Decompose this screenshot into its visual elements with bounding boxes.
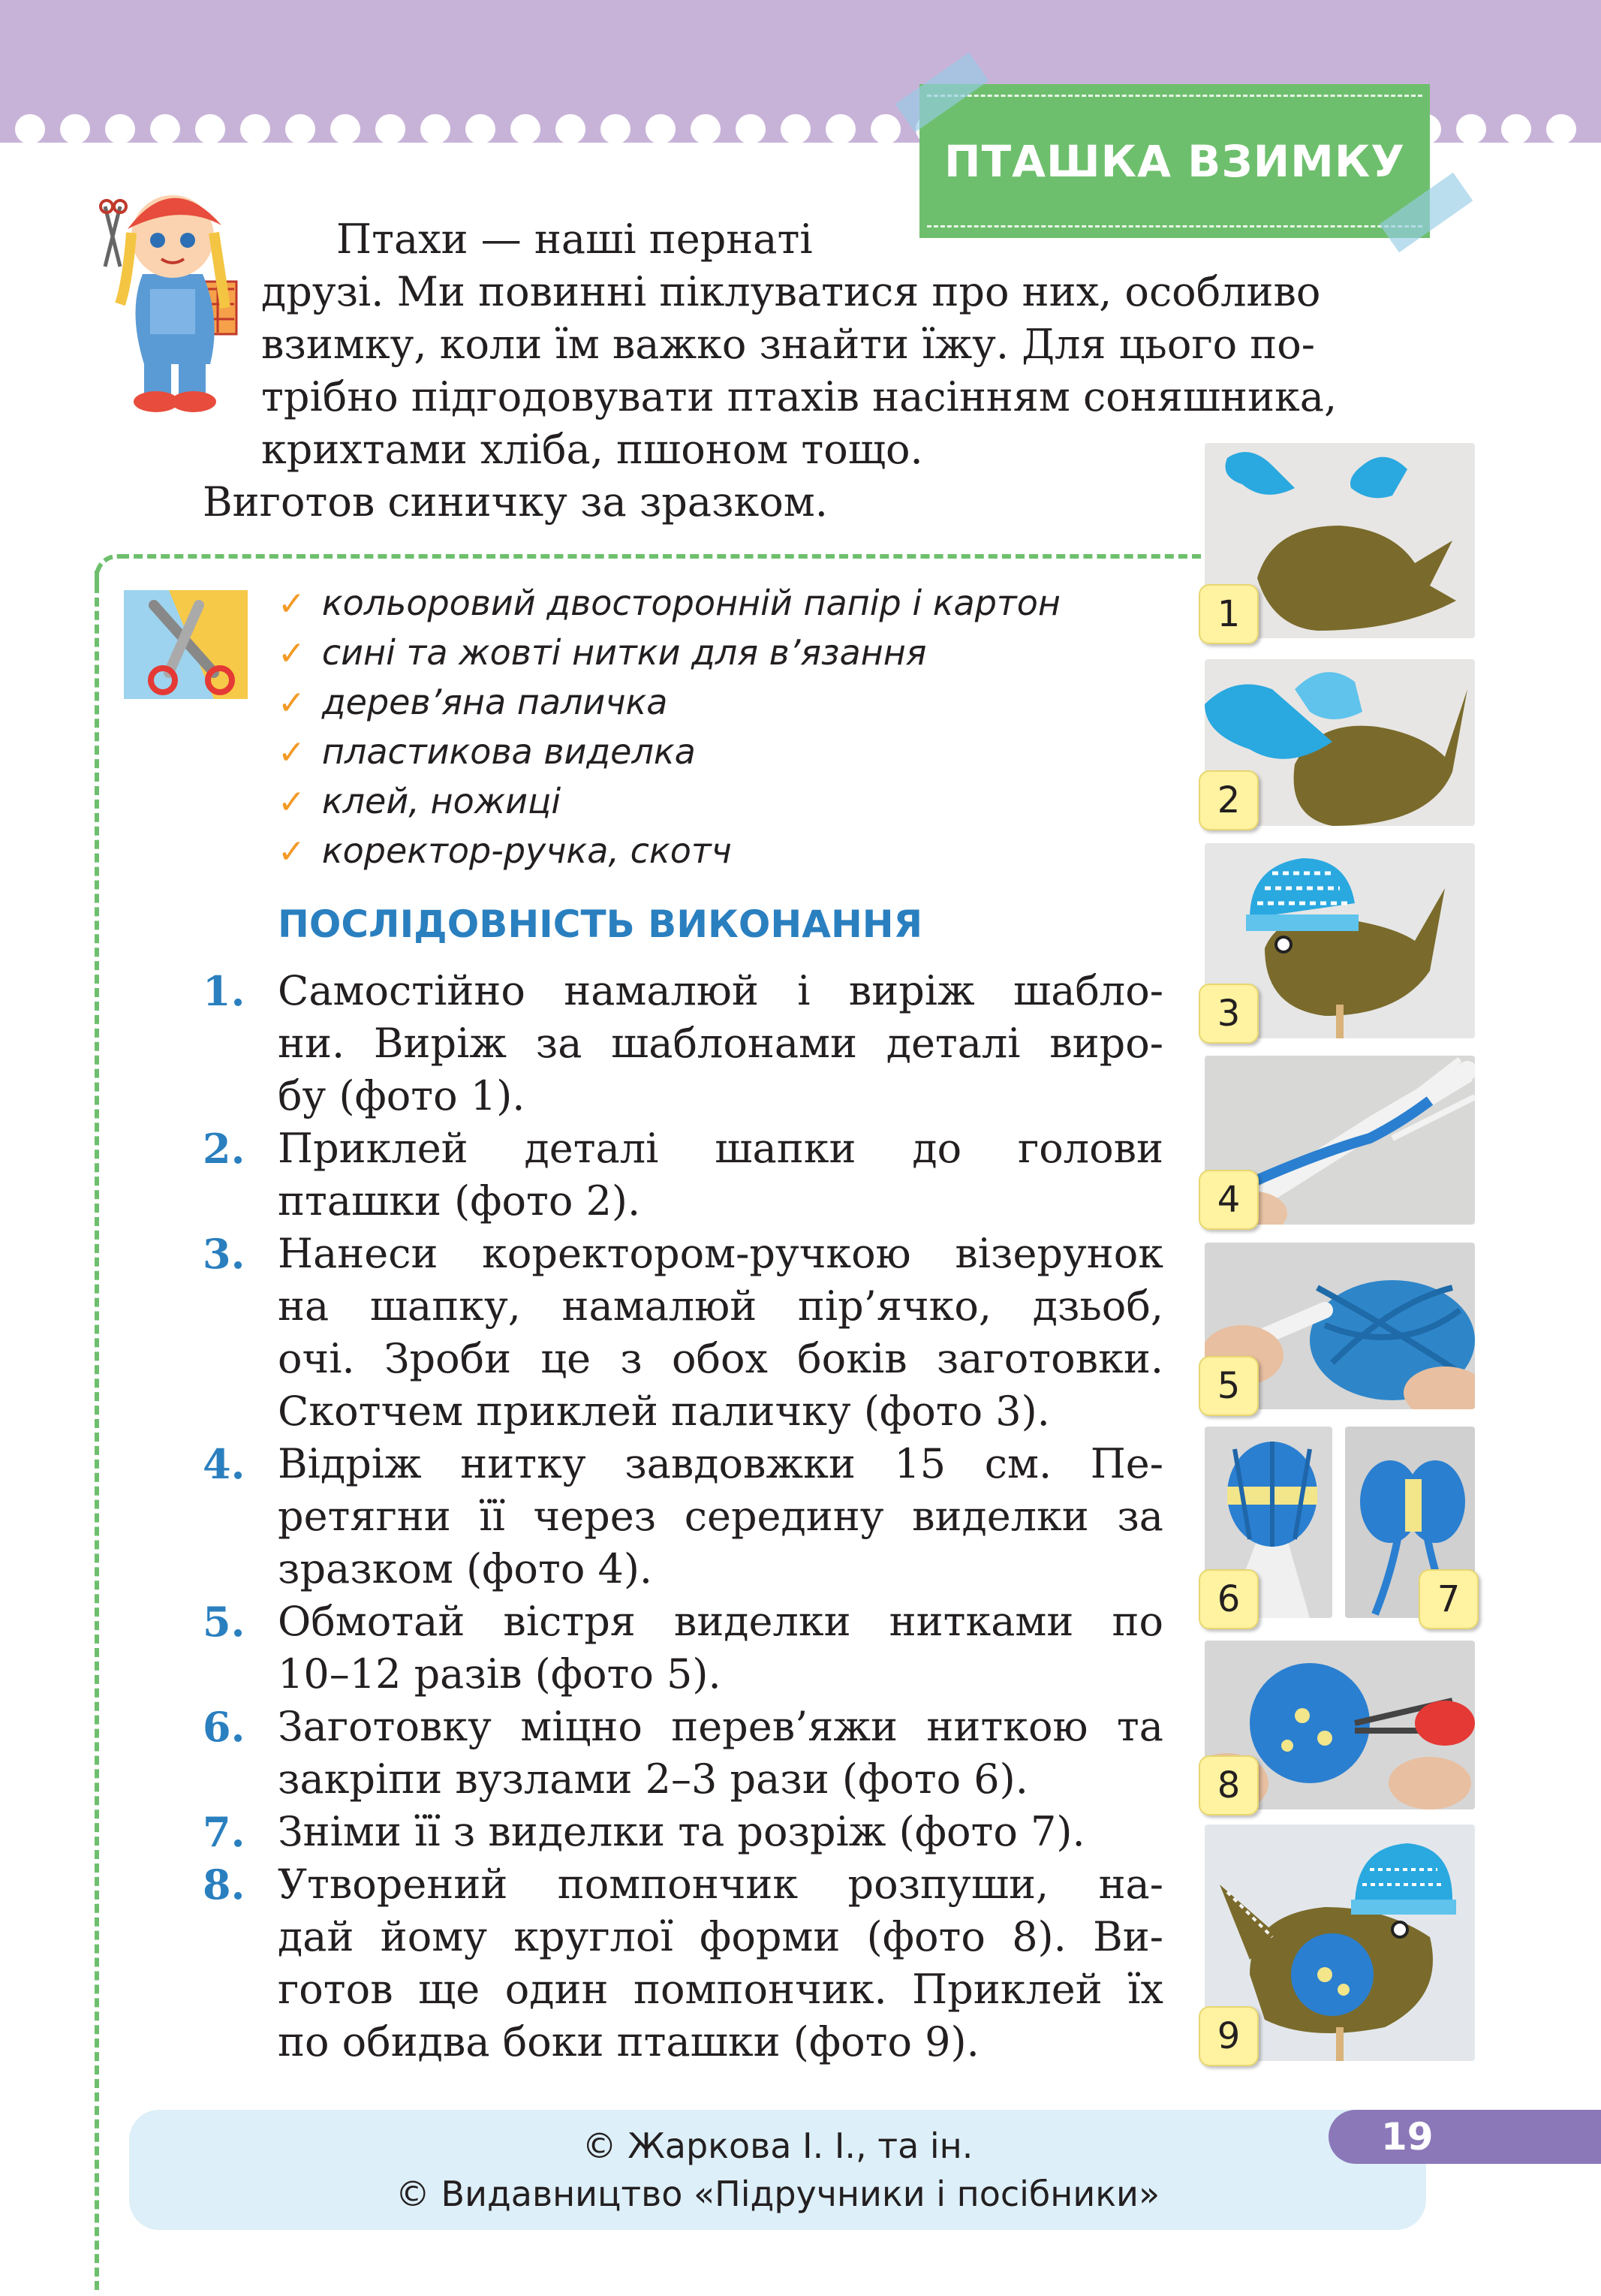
checkmark-icon: ✓: [278, 833, 305, 871]
photo-number-badge: 1: [1199, 584, 1259, 644]
border-dot: [691, 114, 721, 144]
page-number: 19: [1381, 2115, 1434, 2159]
dashed-frame-left: [95, 571, 99, 2290]
checkmark-icon: ✓: [278, 585, 305, 623]
intro-line: друзі. Ми повинні піклуватися про них, особливо: [261, 268, 1321, 315]
step-line: пташки (фото 2).: [278, 1177, 641, 1225]
step-line: Утворений помпончик розпуши, на-: [278, 1861, 1163, 1908]
border-dot: [826, 114, 856, 144]
step-line: Приклей деталі шапки до голови: [278, 1125, 1163, 1172]
step-line: Нанеси коректором-ручкою візерунок: [278, 1230, 1163, 1277]
intro-line: крихтами хліба, пшоном тощо.: [261, 426, 923, 473]
step-line: закріпи вузлами 2–3 рази (фото 6).: [278, 1755, 1028, 1803]
border-dot: [105, 114, 135, 144]
border-dot: [195, 114, 225, 144]
photo-number-badge: 8: [1199, 1755, 1259, 1815]
intro-line: трібно підгодовувати птахів насінням соняшника,: [261, 373, 1338, 420]
border-dot: [420, 114, 450, 144]
step-line: Скотчем приклей паличку (фото 3).: [278, 1388, 1050, 1435]
copyright-authors: © Жаркова І. І., та ін.: [582, 2126, 974, 2166]
border-dot: [15, 114, 45, 144]
photo-number-badge: 2: [1199, 770, 1259, 830]
dashed-frame-top: [120, 554, 1201, 559]
border-dot: [1546, 114, 1576, 144]
checkmark-icon: ✓: [278, 684, 305, 722]
step-number: 4.: [203, 1440, 245, 1488]
step-line: бу (фото 1).: [278, 1072, 525, 1119]
material-item: ✓ дерев’яна паличка: [278, 682, 668, 722]
photo-number-badge: 3: [1199, 984, 1259, 1044]
checkmark-icon: ✓: [278, 734, 305, 772]
step-line: Відріж нитку завдовжки 15 см. Пе-: [278, 1440, 1163, 1487]
border-dot: [150, 114, 180, 144]
border-dot: [285, 114, 315, 144]
step-number: 2.: [203, 1125, 245, 1173]
material-item: ✓ клей, ножиці: [278, 781, 561, 821]
checkmark-icon: ✓: [278, 634, 305, 673]
border-dot: [1501, 114, 1531, 144]
step-line: Обмотай вістря виделки нитками по: [278, 1598, 1163, 1645]
border-dot: [510, 114, 540, 144]
border-dot: [871, 114, 901, 144]
step-number: 3.: [203, 1230, 245, 1278]
material-item: ✓ пластикова виделка: [278, 731, 696, 772]
step-line: готов ще один помпончик. Приклей їх: [278, 1966, 1163, 2013]
sequence-heading: ПОСЛІДОВНІСТЬ ВИКОНАННЯ: [278, 902, 923, 946]
material-item: ✓ сині та жовті нитки для в’язання: [278, 632, 927, 673]
border-dot: [330, 114, 360, 144]
border-dot: [781, 114, 811, 144]
step-line: Зніми її з виделки та розріж (фото 7).: [278, 1808, 1085, 1855]
step-line: очі. Зроби це з обох боків заготовки.: [278, 1335, 1163, 1382]
step-number: 7.: [203, 1808, 245, 1856]
page-title-text: ПТАШКА ВЗИМКУ: [944, 135, 1405, 187]
border-dot: [736, 114, 766, 144]
step-number: 6.: [203, 1703, 245, 1751]
page-title: [919, 84, 1430, 238]
step-line: 10–12 разів (фото 5).: [278, 1650, 721, 1698]
step-line: на шапку, намалюй пір’ячко, дзьоб,: [278, 1282, 1163, 1330]
page-number-badge: [1329, 2110, 1601, 2164]
copyright-footer: [129, 2110, 1426, 2230]
step-number: 1.: [203, 967, 245, 1015]
border-dot: [240, 114, 270, 144]
border-dot: [646, 114, 676, 144]
step-line: ни. Виріж за шаблонами деталі виро-: [278, 1020, 1163, 1067]
border-dot: [1456, 114, 1486, 144]
border-dot: [600, 114, 630, 144]
step-number: 5.: [203, 1598, 245, 1646]
photo-number-badge: 4: [1199, 1170, 1259, 1230]
scissors-icon: [124, 590, 251, 703]
step-line: Заготовку міцно перев’яжи ниткою та: [278, 1703, 1163, 1750]
photo-number-badge: 5: [1199, 1356, 1259, 1416]
step-line: дай йому круглої форми (фото 8). Ви-: [278, 1913, 1163, 1960]
step-number: 8.: [203, 1861, 245, 1909]
step-line: ретягни її через середину виделки за: [278, 1493, 1163, 1540]
step-line: зразком (фото 4).: [278, 1545, 653, 1592]
material-item: ✓ коректор-ручка, скотч: [278, 830, 732, 871]
photo-number-badge: 7: [1419, 1569, 1479, 1629]
girl-mascot-illustration: [98, 176, 255, 417]
dashed-frame-corner: [95, 554, 129, 589]
step-line: по обидва боки пташки (фото 9).: [278, 2018, 980, 2065]
intro-line: взимку, коли їм важко знайти їжу. Для цього по-: [261, 321, 1316, 368]
border-dot: [60, 114, 90, 144]
border-dot: [555, 114, 585, 144]
photo-number-badge: 9: [1199, 2006, 1259, 2066]
copyright-publisher: © Видавництво «Підручники і посібники»: [395, 2174, 1160, 2214]
intro-line: Виготов синичку за зразком.: [203, 478, 828, 526]
border-dot: [375, 114, 405, 144]
step-line: Самостійно намалюй і виріж шабло-: [278, 967, 1163, 1014]
intro-line: Птахи — наші пернаті: [336, 215, 813, 263]
photo-number-badge: 6: [1199, 1569, 1259, 1629]
material-item: ✓ кольоровий двосторонній папір і картон: [278, 583, 1061, 623]
border-dot: [465, 114, 495, 144]
checkmark-icon: ✓: [278, 783, 305, 821]
